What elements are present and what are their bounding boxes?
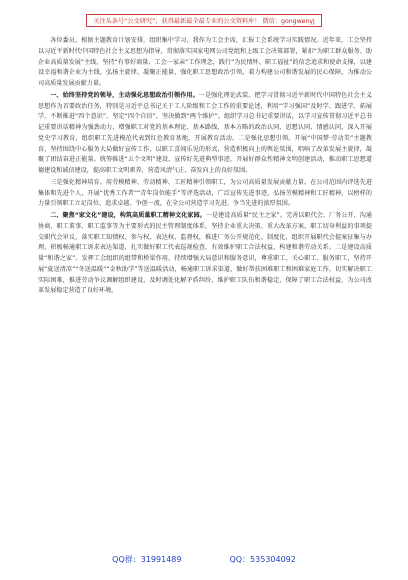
paragraph-section-1b xyxy=(38,178,372,210)
promo-banner xyxy=(0,8,408,32)
paragraph-text: 三是强化精神培育。用劳模精神、劳动精神、工匠精神引领职工，为公司高质量发展贡献力量。在公司范围内评选先进集体和先进个人，开展“优秀工作者”“青年岗位能手”等评选活动，广泛宣传先进事迹，弘扬劳模精神和工匠精神，以榜样的力量引领职工立足岗位、追求卓越、争创一流，在全公司营造学习先进、争当先进的浓厚氛围。 xyxy=(38,178,372,208)
paragraph-section-2 xyxy=(38,211,372,297)
qq-contact-text: QQ：535304092 xyxy=(229,555,296,564)
promo-banner-text: 关注头条号“公文研究”，获得最新最全最专业的公文资料库！ 微信：gongwenyj xyxy=(86,14,322,27)
qq-group-text: QQ群：31991489 xyxy=(112,555,182,564)
section-heading: 一、始终坚持党的领导，主动强化思想政治引领作用。 xyxy=(50,91,199,99)
contact-footer xyxy=(0,554,408,572)
paragraph-section-1 xyxy=(38,91,372,177)
paragraph-text: 一是建设高质量“民主之家”。完善以职代会、厂务公开、沟通协商、职工董事、职工监事等为主要形式的民主管理制度体系，坚持企业重大决策、重大改革方案、职工切身利益的事项提交职代会审议，落实职工知情权、参与权、表达权、监督权，推进厂务公开规范化、制度化，组织开展职代会提案征集与办理，积极畅通职工诉求表达渠道，扎实做好职工代表巡视检查，有效维护职工合法权益，构建和谐劳动关系。二是建设高质量“和谐之家”。发挥工会组织的组带和桥梁作用，持续增强大局意识和服务意识，尊重职工、关心职工、服务职工，坚持开展“夏送清凉”“冬送温暖”“金秋助学”等送温暖活动，畅通职工诉求渠道，做好帮扶困难职工和困难家庭工作，切实解决职工实际困难，推进劳动争议调解组织建设，及时调处化解矛盾纠纷，维护职工队伍和谐稳定，保障了职工合法权益，为公司改革发展稳定营造了良好环境。 xyxy=(38,212,372,295)
section-heading: 二、聚焦“家文化”建设，构筑高质量职工精神文化家园。 xyxy=(50,212,206,219)
paragraph-text: 一是强化理论武装。把学习贯彻习近平新时代中国特色社会主义思想作为首要政治任务，特别是习近平总书记关于工人阶级和工会工作的重要论述，利用“学习强国”及时学、跟进学、拓展学，不断推进“四个意识”、坚定“四个自信”、坚决做到“两个维护”。组织学习总书记重要讲话，以学习宣传贯彻习近平总书记重要讲话精神为强劲动力，增强职工对党的基本理论、基本路线、基本方略的政治认同、思想认同、情感认同，深入开展党史学习教育，组织职工先进模范代表到红色教育基地，开展教育活动。二是强化思想引领。开展“中国梦·劳动美”主题教育，坚持围绕中心服务大局做好宣传工作，以职工喜闻乐见的形式，营造积极向上的舆论氛围，唱响了改革发展主旋律，凝聚了团结奋进正能量。统筹推进“五个文明”建设，宣传好先进典型事迹，开展好群众性精神文明创建活动，推动职工思想道德建设和诚信建设，提高职工文明素养，营造风清气正、奋发向上的良好氛围。 xyxy=(38,91,373,174)
paragraph-text: 各位委员，根据主题教育计划安排，组织集中学习，我作为工会主席，汇报工会系统学习实践情况。近年来，工会坚持以习近平新时代中国特色社会主义思想为指导，贯彻落实国家电网公司党组和上级工会决策部署，紧扣“为职工群众服务、助企业高质量发展”主线，坚持“有事好商量、工会一家亲”工作理念，践行“为民情怀、职工福祉”的信念追求和使命支撑，以建设幸福和谐企业为主线，弘扬主旋律、凝聚正能量，强化职工思想政治引领，着力构建公司和谐发展的民心保障，为推动公司高质量发展贡献力量。 xyxy=(38,37,372,87)
paragraph-intro xyxy=(38,36,372,90)
document-body xyxy=(38,36,372,298)
